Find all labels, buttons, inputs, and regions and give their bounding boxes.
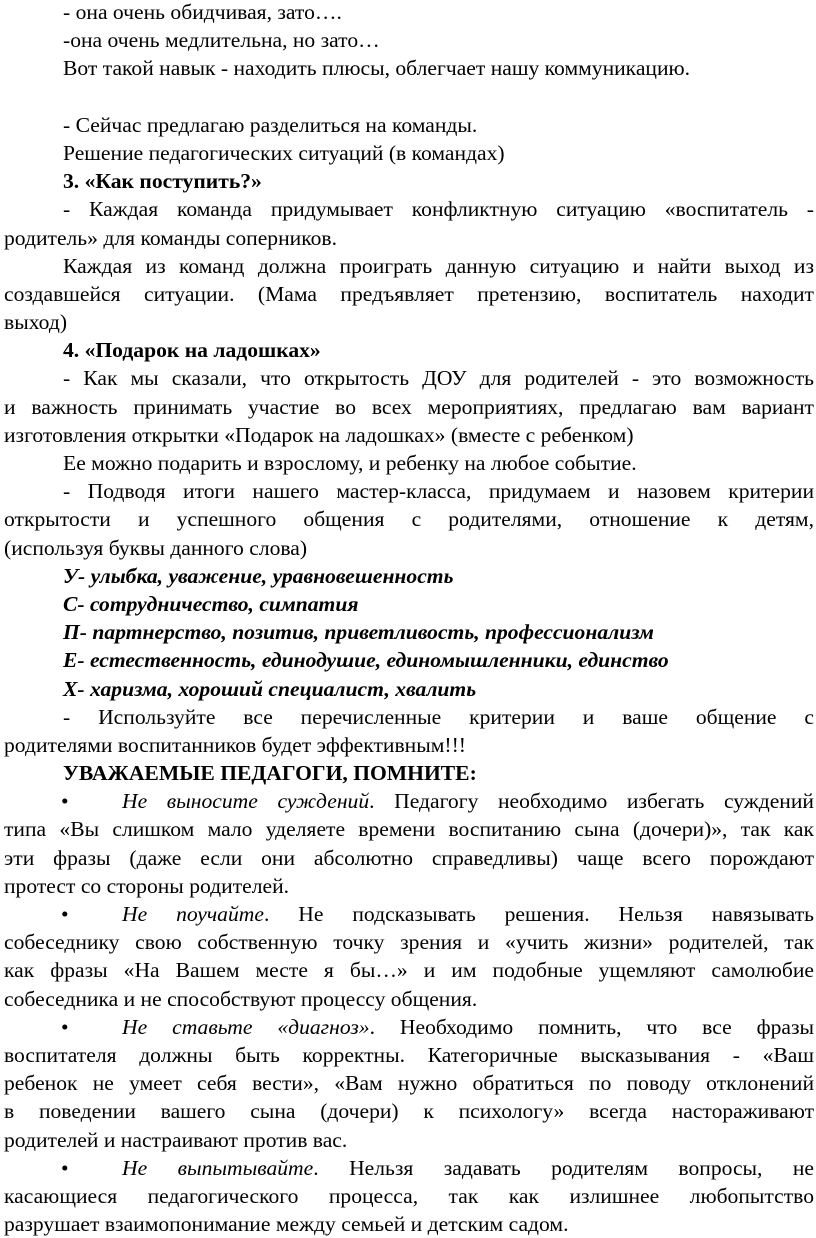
section-heading-4: 4. «Подарок на ладошках» bbox=[63, 338, 321, 363]
bullet-item bbox=[4, 787, 814, 900]
text-line: (используя буквы данного слова) bbox=[4, 535, 308, 560]
bullet-first-rest: . Педагогу необходимо избегать суждений bbox=[369, 789, 814, 814]
text-line: воспитателя должны быть корректны. Категоричные высказывания - «Ваш bbox=[4, 1042, 814, 1067]
text-line: ребенок не умеет себя вести», «Вам нужно обратиться по поводу отклонений bbox=[4, 1071, 814, 1096]
section-heading-3: 3. «Как поступить?» bbox=[63, 169, 262, 194]
text-line: разрушает взаимопонимание между семьей и детским садом. bbox=[4, 1212, 569, 1237]
text-line: как фразы «На Вашем месте я бы…» и им подобные ущемляют самолюбие bbox=[4, 958, 814, 983]
text-line: в поведении вашего сына (дочери) к психологу» всегда настораживают bbox=[4, 1099, 814, 1124]
bullet-first-rest: . Нельзя задавать родителям вопросы, не bbox=[313, 1155, 814, 1180]
criteria-p: П- партнерство, позитив, приветливость, профессионализм bbox=[63, 620, 654, 645]
bullet-lead: Не выносите суждений bbox=[122, 789, 370, 814]
bullet-item bbox=[4, 900, 814, 1013]
bullet-first-rest: . Не подсказывать решения. Нельзя навязывать bbox=[263, 902, 814, 926]
bullet-item bbox=[4, 1013, 814, 1154]
text-line: касающиеся педагогического процесса, так как излишнее любопытство bbox=[4, 1183, 814, 1208]
text-line: выход) bbox=[4, 310, 68, 335]
text-line: Ее можно подарить и взрослому, и ребенку на любое событие. bbox=[63, 451, 637, 475]
text-line: собеседнику свою собственную точку зрения и «учить жизни» родителей, так bbox=[4, 930, 814, 955]
bullet-first-line bbox=[4, 787, 814, 815]
bullet-first-rest: . Необходимо помнить, что все фразы bbox=[369, 1014, 814, 1039]
memo-heading: УВАЖАЕМЫЕ ПЕДАГОГИ, ПОМНИТЕ: bbox=[63, 761, 477, 786]
bullet-first-line bbox=[4, 900, 814, 928]
text-line: - Сейчас предлагаю разделиться на команды. bbox=[63, 112, 478, 137]
text-line: типа «Вы слишком мало уделяете времени воспитанию сына (дочери)», так как bbox=[4, 817, 814, 842]
criteria-u: У- улыбка, уважение, уравновешенность bbox=[63, 563, 454, 588]
text-line: - Подводя итоги нашего мастер-класса, придумаем и назовем критерии bbox=[63, 479, 814, 504]
text-line: - Каждая команда придумывает конфликтную ситуацию «воспитатель - bbox=[63, 197, 814, 222]
text-line: эти фразы (даже если они абсолютно справедливы) чаще всего порождают bbox=[4, 845, 814, 870]
text-line: - Используйте все перечисленные критерии и ваше общение с bbox=[63, 704, 814, 729]
bullet-lead: Не поучайте bbox=[122, 902, 264, 926]
text-line: Вот такой навык - находить плюсы, облегчает нашу коммуникацию. bbox=[63, 56, 691, 81]
text-line: - Как мы сказали, что открытость ДОУ для родителей - это возможность bbox=[63, 366, 814, 391]
bullet-marker: • bbox=[61, 1155, 69, 1180]
criteria-e: Е- естественность, единодушие, единомышленники, единство bbox=[63, 648, 669, 673]
blank-line bbox=[4, 83, 814, 111]
bullet-lead: Не выпытывайте bbox=[122, 1155, 314, 1180]
text-line: -она очень медлительна, но зато… bbox=[63, 28, 380, 53]
text-line: собеседника и не способствуют процессу общения. bbox=[4, 986, 478, 1011]
bullet-lead: Не ставьте «диагноз» bbox=[122, 1014, 370, 1039]
text-line: Решение педагогических ситуаций (в командах) bbox=[63, 140, 505, 165]
bullet-item bbox=[4, 1154, 814, 1238]
text-line: изготовления открытки «Подарок на ладошках» (вместе с ребенком) bbox=[4, 422, 634, 447]
text-line: Каждая из команд должна проиграть данную ситуацию и найти выход из bbox=[63, 253, 814, 278]
text-line: родитель» для команды соперников. bbox=[4, 225, 337, 250]
text-line: родителями воспитанников будет эффективным!!! bbox=[4, 732, 466, 757]
text-line: и важность принимать участие во всех мероприятиях, предлагаю вам вариант bbox=[4, 394, 814, 419]
bullet-marker: • bbox=[61, 1014, 69, 1039]
text-line: - она очень обидчивая, зато…. bbox=[63, 0, 342, 24]
criteria-h: Х- харизма, хороший специалист, хвалить bbox=[63, 676, 477, 701]
bullet-first-line bbox=[4, 1154, 814, 1182]
bullet-marker: • bbox=[61, 789, 69, 814]
bullet-marker: • bbox=[61, 902, 69, 926]
text-line: протест со стороны родителей. bbox=[4, 873, 290, 898]
text-line: родителей и настраивают против вас. bbox=[4, 1127, 348, 1152]
text-line: создавшейся ситуации. (Мама предъявляет претензию, воспитатель находит bbox=[4, 281, 814, 306]
criteria-s: С- сотрудничество, симпатия bbox=[63, 591, 359, 616]
bullet-first-line bbox=[4, 1013, 814, 1041]
text-line: открытости и успешного общения с родителями, отношение к детям, bbox=[4, 507, 814, 532]
